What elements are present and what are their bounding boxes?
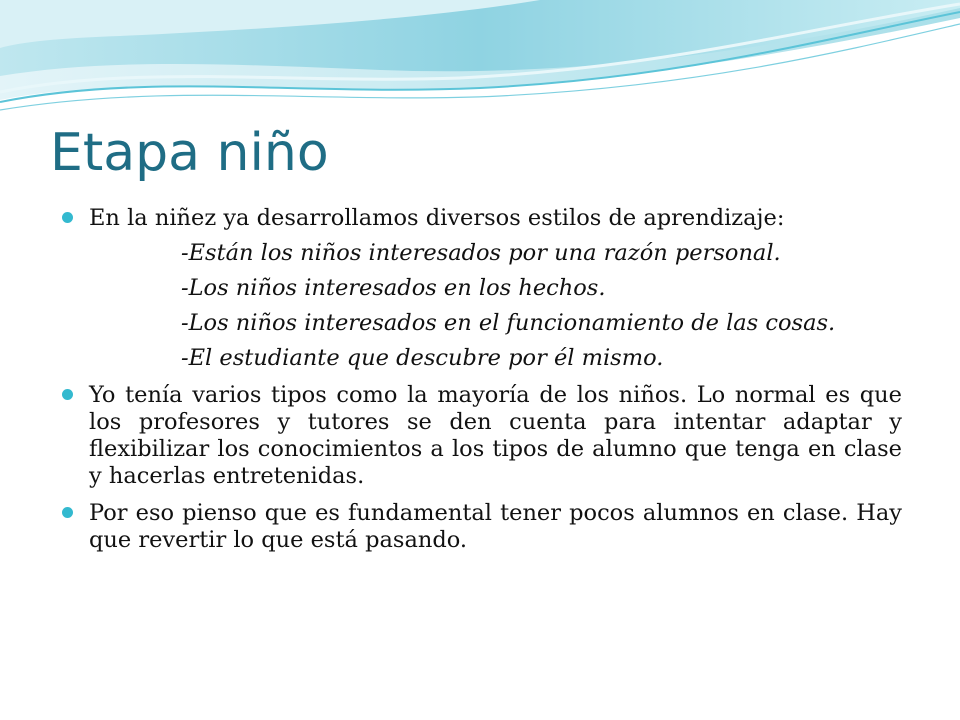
sub-item: -Los niños interesados en el funcionamiento de las cosas. <box>181 310 836 336</box>
bullet-dot-icon <box>62 507 73 518</box>
bullet-dot-icon <box>62 389 73 400</box>
sub-item: -Los niños interesados en los hechos. <box>181 275 606 301</box>
bullet-item <box>62 205 902 372</box>
wave-header-decoration <box>0 0 960 130</box>
sub-item: -Están los niños interesados por una razón personal. <box>181 240 781 266</box>
bullet-dot-icon <box>62 212 73 223</box>
bullet-item <box>62 500 902 554</box>
bullet-text: Por eso pienso que es fundamental tener pocos alumnos en clase. Hay que revertir lo que está pasando. <box>89 500 902 553</box>
slide-title: Etapa niño <box>50 123 329 183</box>
bullet-item <box>62 382 902 490</box>
slide-body <box>62 205 902 554</box>
bullet-text: Yo tenía varios tipos como la mayoría de los niños. Lo normal es que los profesores y tutores se den cuenta para intentar adaptar y flexibilizar los conocimientos a los tipos de alumno que tenga en clase y hacerlas entretenidas. <box>89 382 902 489</box>
sub-item: -El estudiante que descubre por él mismo. <box>181 345 664 371</box>
bullet-text: En la niñez ya desarrollamos diversos estilos de aprendizaje: <box>89 205 785 231</box>
